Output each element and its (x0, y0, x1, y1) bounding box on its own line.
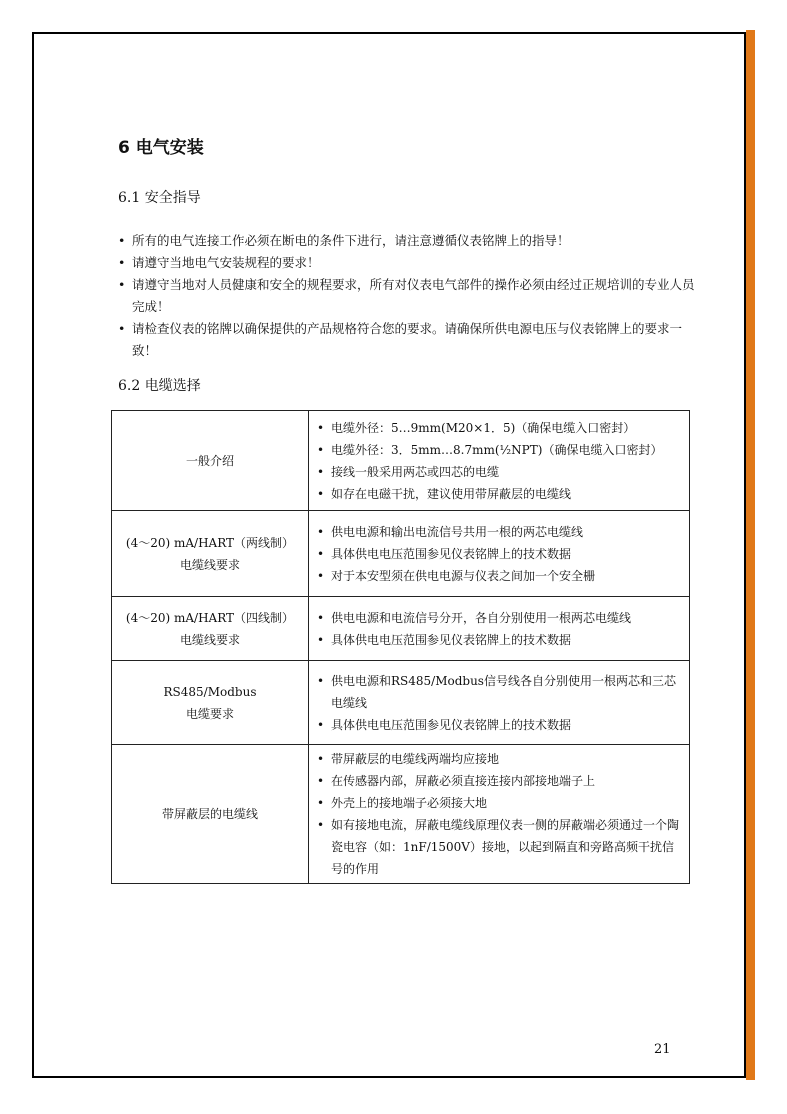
row-description (309, 511, 690, 597)
row-label-line: 一般介绍 (185, 453, 234, 468)
table-row (112, 597, 690, 661)
row-label (112, 597, 309, 661)
safety-bullet: • 请遵守当地对人员健康和安全的规程要求，所有对仪表电气部件的操作必须由经过正规培训的专业人员完成！ (118, 274, 698, 318)
row-label (112, 411, 309, 511)
row-label (112, 745, 309, 884)
row-label-line: (4～20) mA/HART（两线制） (125, 535, 295, 550)
list-item: • 供电电源和电流信号分开，各自分别使用一根两芯电缆线 (317, 607, 683, 629)
list-item: • 如有接地电流，屏蔽电缆线原理仪表一侧的屏蔽端必须通过一个陶瓷电容（如：1nF/1500V）接地，以起到隔直和旁路高频干扰信号的作用 (317, 814, 683, 880)
list-item: • 供电电源和RS485/Modbus信号线各自分别使用一根两芯和三芯电缆线 (317, 670, 683, 714)
page-number: 21 (654, 1042, 671, 1057)
section-title-cable: 6.2 电缆选择 (118, 378, 201, 394)
list-item: • 带屏蔽层的电缆线两端均应接地 (317, 748, 683, 770)
row-description (309, 411, 690, 511)
list-item: • 接线一般采用两芯或四芯的电缆 (317, 461, 683, 483)
safety-bullet: • 所有的电气连接工作必须在断电的条件下进行，请注意遵循仪表铭牌上的指导！ (118, 230, 698, 252)
row-description (309, 661, 690, 745)
table-row (112, 411, 690, 511)
list-item: • 具体供电电压范围参见仪表铭牌上的技术数据 (317, 714, 683, 736)
accent-bar (746, 30, 755, 1080)
safety-bullet-list (118, 230, 698, 362)
row-label-line: (4～20) mA/HART（四线制） (125, 610, 295, 625)
row-label-line: 电缆线要求 (179, 632, 240, 647)
section-title-safety: 6.1 安全指导 (118, 190, 201, 206)
list-item: • 外壳上的接地端子必须接大地 (317, 792, 683, 814)
row-description (309, 597, 690, 661)
list-item: • 电缆外径：3．5mm…8.7mm(½NPT)（确保电缆入口密封） (317, 439, 683, 461)
row-label-line: 带屏蔽层的电缆线 (161, 807, 258, 821)
safety-bullet: • 请检查仪表的铭牌以确保提供的产品规格符合您的要求。请确保所供电源电压与仪表铭牌上的要求一致！ (118, 318, 698, 362)
list-item: • 供电电源和输出电流信号共用一根的两芯电缆线 (317, 521, 683, 543)
row-label-line: 电缆线要求 (179, 557, 240, 572)
chapter-title: 6 电气安装 (118, 138, 204, 158)
list-item: • 电缆外径：5…9mm(M20×1．5)（确保电缆入口密封） (317, 417, 683, 439)
cable-selection-table (111, 410, 690, 884)
row-label-line: RS485/Modbus (163, 684, 257, 699)
table-row (112, 661, 690, 745)
table-row (112, 511, 690, 597)
list-item: • 在传感器内部，屏蔽必须直接连接内部接地端子上 (317, 770, 683, 792)
row-label (112, 661, 309, 745)
list-item: • 如存在电磁干扰，建议使用带屏蔽层的电缆线 (317, 483, 683, 505)
safety-bullet: • 请遵守当地电气安装规程的要求！ (118, 252, 698, 274)
list-item: • 具体供电电压范围参见仪表铭牌上的技术数据 (317, 543, 683, 565)
table-row (112, 745, 690, 884)
list-item: • 具体供电电压范围参见仪表铭牌上的技术数据 (317, 629, 683, 651)
list-item: • 对于本安型须在供电电源与仪表之间加一个安全栅 (317, 565, 683, 587)
row-label-line: 电缆要求 (185, 706, 234, 721)
row-description (309, 745, 690, 884)
row-label (112, 511, 309, 597)
